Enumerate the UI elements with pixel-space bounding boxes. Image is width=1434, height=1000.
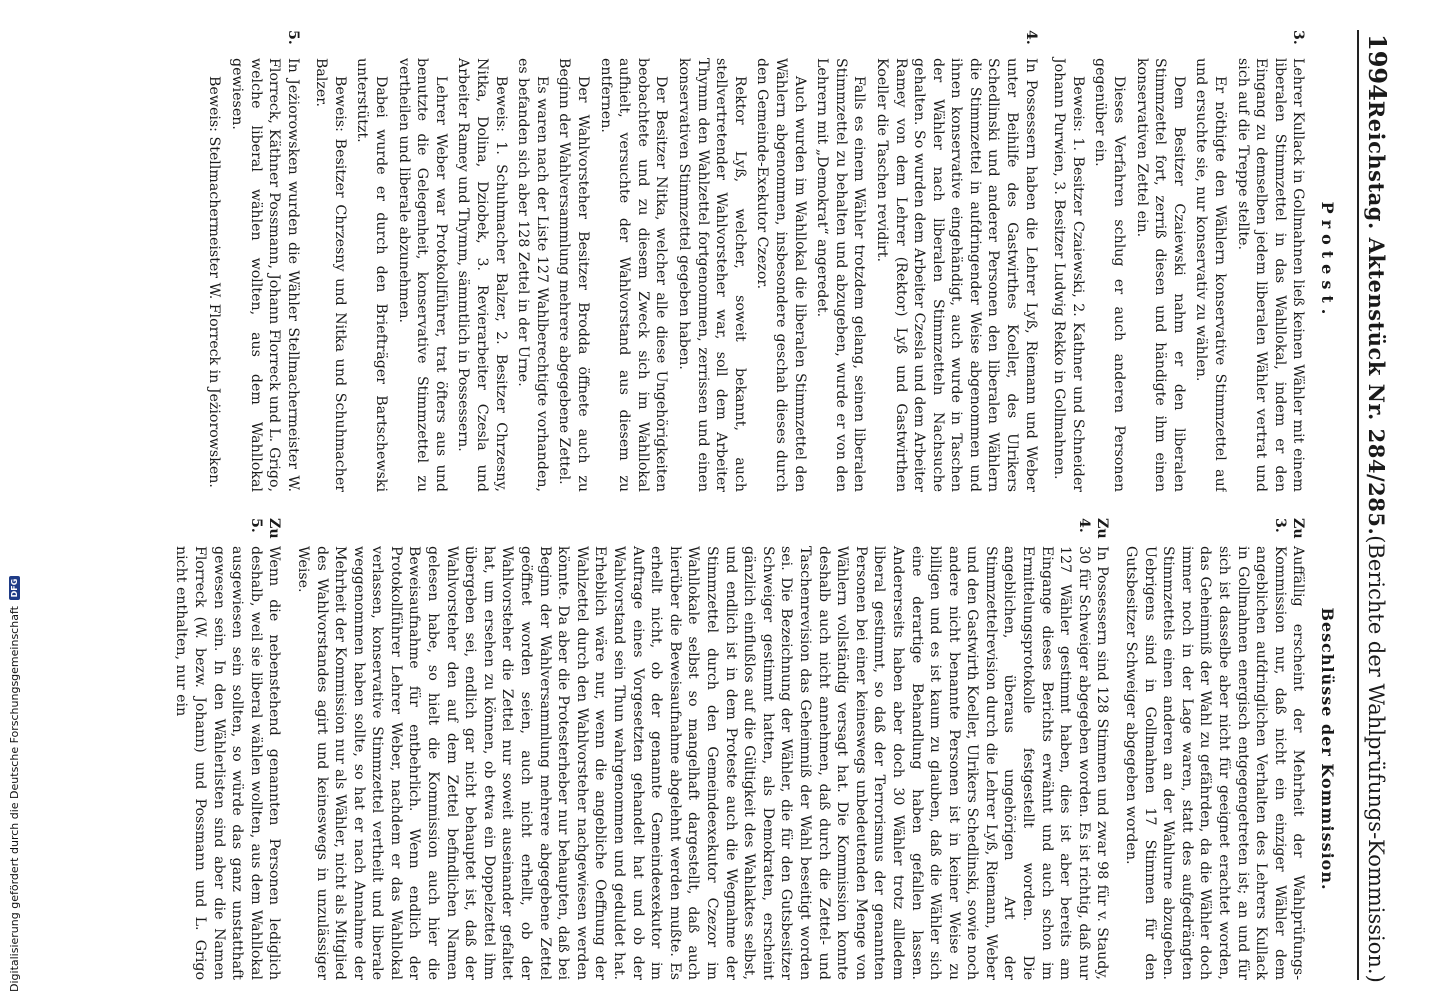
item-body <box>1046 58 1308 492</box>
protest-column <box>122 30 1338 492</box>
numbered-item <box>289 518 1111 980</box>
header-section: (Berichte der Wahlprüfungs-Kommission.) <box>1364 535 1388 983</box>
item-body <box>308 58 1040 492</box>
numbered-item <box>1117 518 1307 980</box>
columns <box>122 30 1338 980</box>
item-paragraph: Beweis: Besitzer Chrzesny und Nitka und Schuhmacher Balzer. <box>313 58 348 492</box>
item-paragraph: Rektor Lyß, welcher, soweit bekannt, auch stellvertretender Wahlvorsteher war, soll dem Arbeiter Thymm den Wahlzettel fortgenommen, zerrissen und einen konservativen Stimmzettel gegeben haben. <box>676 58 748 492</box>
item-paragraph: Der Besitzer Nitka, welcher alle diese Ungehörigkeiten beobachtete und zu diesem Zweck sich im Wahllokal aufhielt, versuchte der Wahlvorstand aus diesem zu entfernen. <box>597 58 670 492</box>
item-paragraph: Er nöthigte den Wählern konservative Stimmzettel auf und ersuchte sie, nur konservativ zu wählen. <box>1193 58 1229 492</box>
item-paragraph: Beweis: 1. Schuhmacher Balzer, 2. Besitzer Chrzesny, Nitka, Dolina, Dziobek, 3. Revierarbeiter Czesla und Arbeiter Ramey und Thymm, sämmtlich in Possessern. <box>455 58 509 492</box>
page-body <box>122 30 1392 983</box>
numbered-item <box>168 518 284 980</box>
commission-column <box>122 518 1338 980</box>
item-paragraph: Es waren nach der Liste 127 Wahlberechtigte vorhanden, es befanden sich aber 128 Zettel in der Urne. <box>515 58 550 492</box>
item-text: Wenn die nebenstehend genannten Personen lediglich deshalb, weil sie liberal wählen wollten, aus dem Wahllokal ausgewiesen sein sollten, so würde das ganz unstatthaft gewesen sein. In den Wählerlisten sind aber die Namen Florreck (W. bezw. Johann) und Possmann und L. Grigo nicht enthalten, nur ein <box>173 546 283 980</box>
item-paragraph: Dabei wurde er durch den Briefträger Bartschewski unterstützt. <box>354 58 390 492</box>
dfg-logo-icon: DFG <box>9 576 20 600</box>
item-text: Lehrer Kullack in Gollmahnen ließ keinen Wähler mit einem liberalen Stimmzettel in das Wahllokal, indem er den Eingang zu demselben jedem liberalen Wähler vertrat und sich auf die Treppe stellte. <box>1234 58 1307 492</box>
item-paragraph: Dem Besitzer Czaiewski nahm er den liberalen Stimmzettel fort, zerriß diesen und händigte ihm einen konservativen Zettel ein. <box>1133 58 1187 492</box>
item-text: Auffällig erscheint der Mehrheit der Wahlprüfungs-Kommission nur, daß nicht ein einziger Wähler dem angeblichen aufdringlichen Verhalten des Lehrers Kullack in Gollmahnen energisch entgegengetreten ist; an und für sich ist dasselbe aber nicht für geeignet erachtet worden, das Geheimniß der Wahl zu gefährden, da die Wähler doch immer noch in der Lage waren, statt des aufgedrängten Stimmzettels einen anderen an der Wahlurne abzugeben. Uebrigens sind in Gollmahnen 17 Stimmen für den Gutsbesitzer Schweiger abgegeben worden. <box>1123 546 1307 980</box>
item-number: 5. <box>284 30 301 45</box>
credit-text: Digitalisierung gefördert durch die Deutsche Forschungsgemeinschaft <box>8 606 21 992</box>
item-number: Zu 4. <box>1075 518 1111 539</box>
item-body <box>289 546 1111 980</box>
item-paragraph: Auch wurden im Wahllokal die liberalen Stimmzettel den Wählern abgenommen, insbesondere geschah dieses durch den Gemeinde-Exekutor Czezor. <box>754 58 808 492</box>
item-paragraph: Beweis: Stellmachermeister W. Florreck in Jeżiorowsken. <box>206 76 223 488</box>
item-paragraph: Beweis: 1. Besitzer Czaiewski, 2. Kathner und Schneider Johann Purwien, 3. Besitzer Ludwig Rekko in Gollmahnen. <box>1051 58 1086 492</box>
item-body <box>168 546 284 980</box>
protest-heading: Protest. <box>1318 201 1337 321</box>
item-paragraph: Lehrer Weber war Protokollführer, trat öfters aus und benutzte die Gelegenheit, konservative Stimmzettel zu vertheilen und liberale abzunehmen. <box>395 58 449 492</box>
item-number: 4. <box>1022 30 1039 45</box>
item-body <box>1117 546 1307 980</box>
numbered-item <box>308 30 1040 492</box>
item-number: Zu 3. <box>1271 518 1307 539</box>
header-title: Reichstag. Aktenstück Nr. 284/285. <box>1364 100 1389 536</box>
item-number: Zu 5. <box>247 518 283 539</box>
page-header <box>1357 30 1392 983</box>
item-paragraph: Dieses Verfahren schlug er auch anderen Personen gegenüber ein. <box>1092 58 1128 492</box>
item-body <box>201 58 302 492</box>
item-paragraph: Falls es einem Wähler trotzdem gelang, seinen liberalen Stimmzettel zu behalten und abzugeben, wurde er von den Lehrern mit „Demokrat“ angeredet. <box>814 58 868 492</box>
numbered-item <box>201 30 302 492</box>
item-text: In Possessern sind 128 Stimmen und zwar 98 für v. Staudy, 30 für Schweiger abgegeben worden. Es ist richtig, daß nur 127 Wähler gestimmt haben, dies ist aber bereits am Eingange dieses Berichts erwähnt und auch schon im Ermittelungsprotokolle festgestellt worden. Die angeblichen, überaus ungehörigen Art der Stimmzettelrevision durch die Lehrer Lyß, Riemann, Weber und den Gastwirth Koeller, Ulrikers Schedlinski, sowie noch andere nicht benannte Personen ist in keiner Weise zu billigen und es ist kaum zu glauben, daß die Wähler sich eine derartige Behandlung haben gefallen lassen. Andererseits haben aber doch 30 Wähler trotz allledem liberal gestimmt, so daß der Terrorismus der genannten Personen bei einer keineswegs unbedeutenden Menge von Wählern vollständig versagt hat. Die Kommission konnte deshalb auch nicht annehmen, daß durch die Zettel- und Taschenrevision das Geheimniß der Wahl beseitigt worden sei. Die Bezeichnung der Wähler, die für den Gutsbesitzer Schweiger gestimmt hatten, als Demokraten, erscheint gänzlich einflußlos auf die Gültigkeit des Wahlaktes selbst, und endlich ist in dem Proteste auch die Wegnahme der Stimmzettel durch den Gemeindeexekutor Czezor im Wahllokale selbst so mangelhaft dargestellt, daß auch hierüber die Beweisaufnahme abgelehnt werden mußte. Es erhellt nicht, ob der genannte Gemeindeexekutor im Auftrage eines Vorgesetzten gehandelt hat und ob der Wahlvorstand sein Thun wahrgenommen und geduldet hat. Erheblich wäre nur, wenn die angebliche Oeffnung der Wahlzettel durch den Wahlvorsteher nachgewiesen werden könnte. Da aber die Protesterheber nur behaupten, daß bei Beginn der Wahlversammlung mehrere abgegebene Zettel geöffnet worden seien, auch nicht erhellt, ob der Wahlvorsteher die Zettel nur soweit auseinander gefaltet hat, um ersehen zu können, ob etwa ein Doppelzettel ihm übergeben sei, endlich gar nicht behauptet ist, daß der Wahlvorsteher den auf dem Zettel befindlichen Namen gelesen habe, so hielt die Kommission auch hier die Beweisaufnahme für entbehrlich. Wenn endlich der Protokollführer Lehrer Weber, nachdem er das Wahllokal verlassen, konservative Stimmzettel vertheilt und liberale weggenommen haben sollte, so hat er nach Annahme der Mehrheit der Kommission nur als Wähler, nicht als Mitglied des Wahlvorstandes agirt und keineswegs in unzulässiger Weise. <box>294 546 1111 980</box>
item-text: In Possessern haben die Lehrer Lyß, Riemann und Weber unter Beihilfe des Gastwirthes Koeller, des Ulrikers Schedlinski und anderer Personen den liberalen Wählern die Stimmzettel in aufdringender Weise abgenommen und ihnen konservative eingehändigt, auch wurde in Taschen der Wähler nach liberalen Stimmzetteln Nachsuche gehalten. So wurden dem Arbeiter Czesla und dem Arbeiter Ramey von dem Lehrer (Rektor) Lyß und Gastwirthen Koeller die Taschen revidirt. <box>873 58 1039 492</box>
page-number: 1994 <box>1363 34 1392 101</box>
digitization-credit <box>8 576 21 992</box>
item-paragraph: Der Wahlvorsteher Besitzer Brodda öffnete auch zu Beginn der Wahlversammlung mehrere abgegebene Zettel. <box>556 58 592 492</box>
item-text: In Jeżiorowsken wurden die Wähler Stellmachermeister W. Florreck, Käthner Possmann, Johann Florreck und L. Grigo, welche liberal wählen wollten, aus dem Wahllokal gewiesen. <box>228 58 301 492</box>
item-number: 3. <box>1290 30 1307 45</box>
numbered-item <box>1046 30 1308 492</box>
commission-heading: Beschlüsse der Kommission. <box>1318 607 1337 891</box>
